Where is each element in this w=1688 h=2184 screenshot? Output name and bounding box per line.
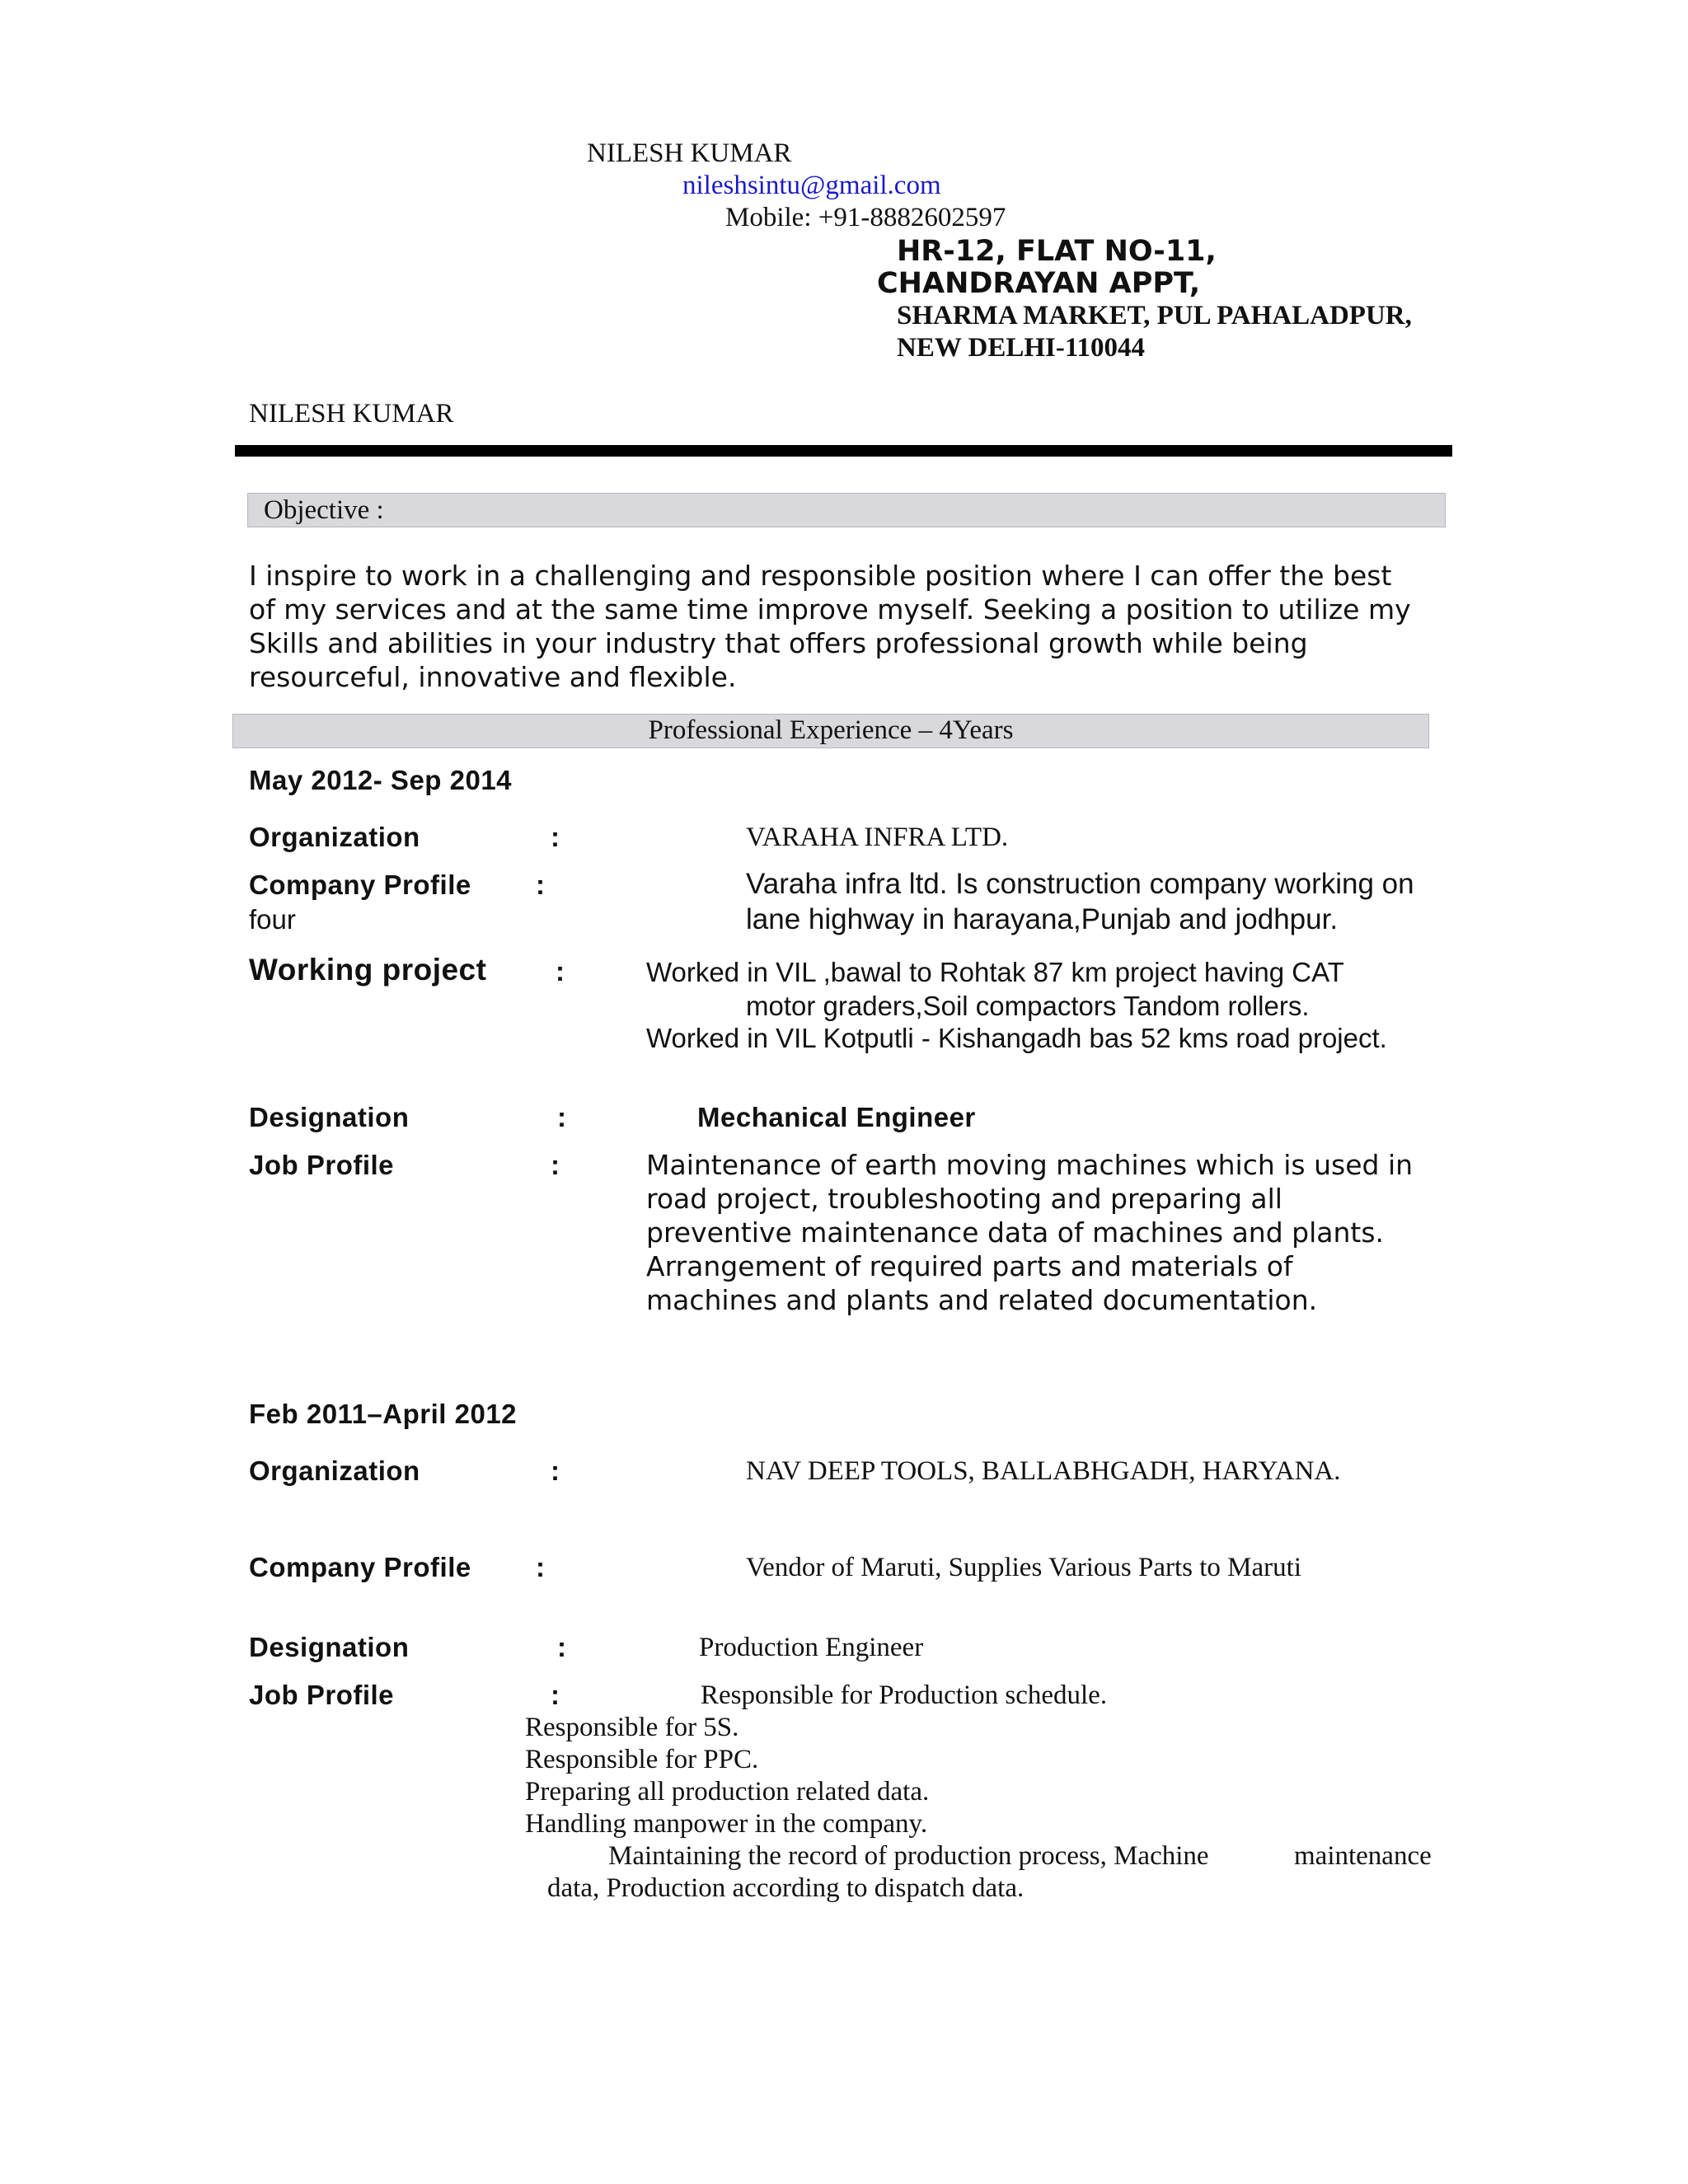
job1-job-profile-line: Maintenance of earth moving machines which is used in bbox=[646, 1149, 1414, 1181]
address-line-4: NEW DELHI-110044 bbox=[897, 333, 1146, 363]
job1-job-profile-line: machines and plants and related documentation. bbox=[646, 1284, 1318, 1316]
job2-job-profile-line: Preparing all production related data. bbox=[525, 1777, 930, 1807]
job1-company-profile-label-cont: four bbox=[249, 904, 296, 935]
job2-job-profile-line: Responsible for 5S. bbox=[525, 1713, 739, 1742]
header-name: NILESH KUMAR bbox=[587, 138, 792, 168]
job2-period: Feb 2011–April 2012 bbox=[249, 1399, 518, 1429]
job1-project-line2: motor graders,Soil compactors Tandom rollers. bbox=[746, 991, 1310, 1021]
job2-organization-label: Organization bbox=[249, 1455, 420, 1486]
job2-job-profile-label: Job Profile bbox=[249, 1680, 395, 1710]
objective-line: Skills and abilities in your industry that offers professional growth while being bbox=[249, 627, 1308, 659]
job2-job-profile-line: Handling manpower in the company. bbox=[525, 1809, 928, 1839]
job1-designation: Mechanical Engineer bbox=[697, 1102, 976, 1132]
colon: : bbox=[551, 1680, 560, 1710]
objective-line: I inspire to work in a challenging and responsible position where I can offer the best bbox=[249, 560, 1392, 592]
job1-project-line3: Worked in VIL Kotputli - Kishangadh bas 52 kms road project. bbox=[646, 1023, 1387, 1053]
objective-text bbox=[249, 559, 1452, 694]
job1-designation-label: Designation bbox=[249, 1102, 410, 1132]
job2-job-profile-last-c: data, Production according to dispatch data. bbox=[547, 1873, 1025, 1903]
objective-heading-bar bbox=[247, 493, 1446, 527]
job2-company-profile-label: Company Profile bbox=[249, 1552, 471, 1582]
email-link[interactable]: nileshsintu@gmail.com bbox=[682, 171, 941, 200]
job1-company-profile-label: Company Profile bbox=[249, 869, 471, 900]
address-line-1: HR-12, FLAT NO-11, bbox=[897, 235, 1217, 268]
colon: : bbox=[551, 1455, 560, 1486]
address-line-3: SHARMA MARKET, PUL PAHALADPUR, bbox=[897, 301, 1412, 330]
job1-organization: VARAHA INFRA LTD. bbox=[746, 823, 1009, 852]
colon: : bbox=[557, 1632, 566, 1662]
job1-working-project-label: Working project bbox=[249, 953, 487, 987]
objective-line: resourceful, innovative and flexible. bbox=[249, 661, 737, 693]
colon: : bbox=[551, 822, 560, 852]
job1-job-profile-line: road project, troubleshooting and preparing all bbox=[646, 1183, 1282, 1215]
experience-heading: Professional Experience – 4Years bbox=[648, 715, 1014, 745]
mobile-number: Mobile: +91-8882602597 bbox=[725, 203, 1006, 232]
job1-company-profile-line2: lane highway in harayana,Punjab and jodhpur. bbox=[746, 903, 1339, 935]
job1-job-profile-label: Job Profile bbox=[249, 1150, 395, 1180]
job1-company-profile-line1: Varaha infra ltd. Is construction company working on bbox=[746, 868, 1414, 900]
job2-designation: Production Engineer bbox=[699, 1633, 924, 1662]
job1-period: May 2012- Sep 2014 bbox=[249, 765, 513, 795]
candidate-name: NILESH KUMAR bbox=[249, 399, 454, 429]
job1-job-profile-line: preventive maintenance data of machines and plants. bbox=[646, 1216, 1385, 1249]
colon: : bbox=[556, 956, 565, 987]
job2-designation-label: Designation bbox=[249, 1632, 410, 1662]
job2-company-profile: Vendor of Maruti, Supplies Various Parts to Maruti bbox=[746, 1553, 1302, 1582]
header-divider bbox=[235, 445, 1452, 457]
address-line-2: CHANDRAYAN APPT, bbox=[877, 267, 1201, 300]
objective-heading: Objective : bbox=[264, 495, 384, 525]
job2-organization: NAV DEEP TOOLS, BALLABHGADH, HARYANA. bbox=[746, 1456, 1341, 1486]
colon: : bbox=[536, 1552, 545, 1582]
job1-organization-label: Organization bbox=[249, 822, 420, 852]
colon: : bbox=[536, 869, 545, 900]
job1-job-profile-line: Arrangement of required parts and materials of bbox=[646, 1250, 1293, 1282]
job2-job-profile-last-a: Maintaining the record of production process, Machine bbox=[608, 1841, 1209, 1871]
colon: : bbox=[551, 1150, 560, 1180]
job2-job-profile-first: Responsible for Production schedule. bbox=[701, 1680, 1108, 1710]
job2-job-profile-last-b: maintenance bbox=[1294, 1841, 1432, 1871]
objective-line: of my services and at the same time improve myself. Seeking a position to utilize my bbox=[249, 593, 1411, 626]
job1-project-line1: Worked in VIL ,bawal to Rohtak 87 km project having CAT bbox=[646, 957, 1344, 987]
colon: : bbox=[557, 1102, 566, 1132]
job2-job-profile-line: Responsible for PPC. bbox=[525, 1745, 759, 1774]
